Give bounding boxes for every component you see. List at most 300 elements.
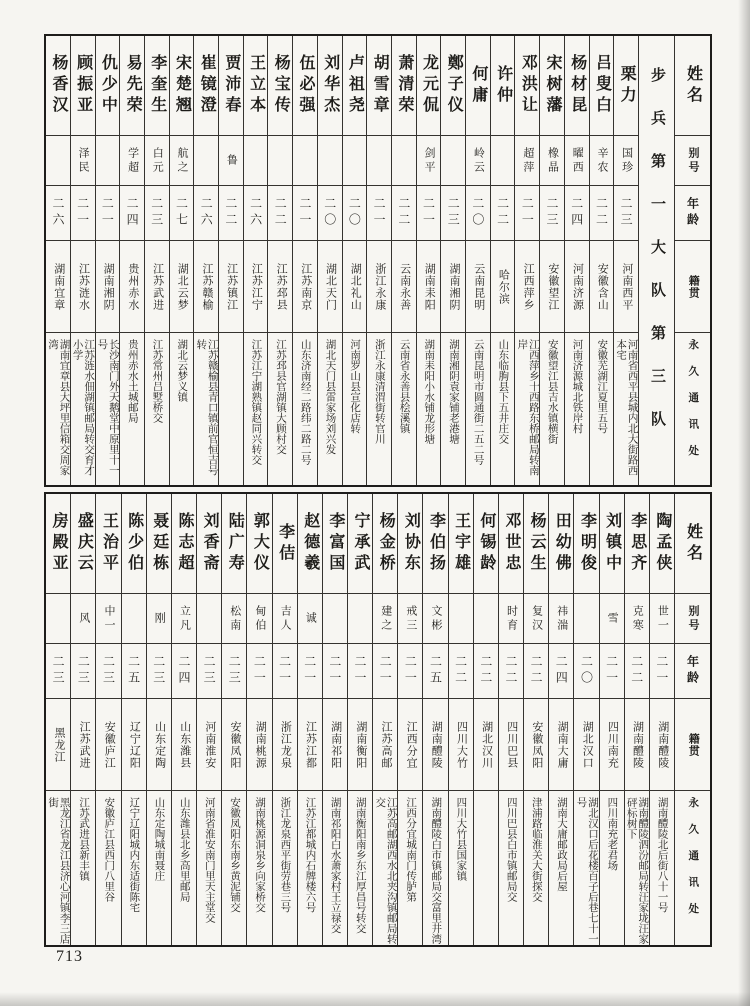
header-age-label: 年龄 [685, 197, 700, 229]
entry-native-place-text: 河南济源 [571, 262, 584, 311]
roster-column [121, 494, 146, 945]
entry-age-text: 二二 [594, 197, 609, 229]
entry-age [600, 644, 624, 699]
roster-column [440, 36, 465, 485]
entry-native-place [590, 241, 614, 333]
entry-age-text: 二三 [202, 655, 217, 687]
unit-column [638, 36, 674, 485]
unit-label-cell [639, 36, 674, 485]
entry-name [574, 494, 598, 594]
entry-age [46, 186, 70, 241]
header-alias [675, 594, 710, 644]
entry-age [71, 644, 95, 699]
header-age-label: 年龄 [685, 655, 700, 687]
entry-native-place [614, 241, 638, 333]
roster-column [539, 36, 564, 485]
entry-address [170, 333, 194, 485]
roster-column [119, 36, 144, 485]
entry-age [197, 644, 221, 699]
entry-address [268, 333, 292, 485]
entry-native-place [318, 241, 342, 333]
entry-alias [172, 594, 196, 644]
entry-alias-text: 橡晶 [546, 146, 559, 175]
header-name-label: 姓名 [684, 64, 702, 107]
entry-address-text: 河南省西平县城内北大街路西本宅 [615, 339, 638, 476]
entry-native-place [222, 699, 246, 791]
entry-address [194, 333, 218, 485]
roster-column [342, 36, 367, 485]
entry-age-text: 二四 [125, 197, 140, 229]
entry-name [392, 36, 416, 136]
entry-age [46, 644, 70, 699]
entry-alias [441, 136, 465, 186]
roster-column [218, 36, 243, 485]
roster-column [95, 494, 120, 945]
entry-native-place [367, 241, 391, 333]
entry-alias-text: 鲁 [225, 153, 238, 168]
entry-address [373, 791, 397, 945]
entry-native-place-text: 湖南醴陵 [430, 720, 443, 769]
entry-alias [392, 136, 416, 186]
header-name [675, 494, 710, 594]
entry-name-text: 盛庆云 [75, 512, 93, 575]
entry-name-text: 李奎生 [148, 54, 166, 117]
entry-address [46, 333, 70, 485]
entry-native-place [96, 241, 120, 333]
entry-name [120, 36, 144, 136]
entry-age-text: 二一 [100, 197, 115, 229]
entry-name [600, 494, 624, 594]
entry-name-text: 李伯扬 [427, 512, 445, 575]
entry-address [197, 791, 221, 945]
entry-name-text: 何庸 [469, 64, 487, 107]
entry-alias-text: 岭云 [472, 146, 485, 175]
entry-name [323, 494, 347, 594]
entry-address-text: 湖南醴陵白市镇邮局交富里井湾 [430, 797, 442, 944]
entry-age-text: 二二 [529, 655, 544, 687]
entry-native-place-text: 湖南湘阴 [102, 262, 115, 311]
entry-name-text: 栗力 [618, 64, 636, 107]
entry-name-text: 王宇雄 [452, 512, 470, 575]
entry-name-text: 崔镜澄 [198, 54, 216, 117]
entry-age [96, 644, 120, 699]
entry-alias [625, 594, 649, 644]
entry-address-text: 山东临朐县下五井庄交 [497, 339, 509, 444]
entry-native-place-text: 哈尔滨 [497, 268, 510, 305]
entry-name [318, 36, 342, 136]
entry-age-text: 二三 [227, 655, 242, 687]
entry-alias-text: 泽民 [77, 146, 90, 175]
entry-alias [194, 136, 218, 186]
entry-native-place-text: 浙江永康 [373, 262, 386, 311]
header-native-place [675, 241, 710, 333]
entry-native-place-text: 江苏江都 [304, 720, 317, 769]
entry-name-text: 萧清荣 [395, 54, 413, 117]
entry-age [650, 644, 674, 699]
entry-name-text: 杨云生 [528, 512, 546, 575]
entry-alias-text: 航之 [175, 146, 188, 175]
entry-name [398, 494, 422, 594]
entry-name-text: 杨香汉 [49, 54, 67, 117]
entry-address-text: 江苏邳县官湖镇大顾村交 [275, 339, 287, 455]
entry-age [614, 186, 638, 241]
roster-column [221, 494, 246, 945]
entry-age [268, 186, 292, 241]
entry-native-place-text: 江苏江宁 [250, 262, 263, 311]
entry-name-text: 杨材昆 [568, 54, 586, 117]
entry-address-text: 安徽庐江县西门八里谷 [103, 797, 115, 902]
entry-age-text: 二六 [50, 197, 65, 229]
entry-age-text: 二四 [554, 655, 569, 687]
entry-name [247, 494, 271, 594]
entry-address [247, 791, 271, 945]
entry-address [549, 791, 573, 945]
entry-alias-text: 世一 [656, 604, 669, 633]
roster-column [422, 494, 447, 945]
entry-name-text: 贾沛春 [222, 54, 240, 117]
entry-name-text: 宋楚翘 [173, 54, 191, 117]
entry-name [491, 36, 515, 136]
entry-native-place [96, 699, 120, 791]
roster-table-bottom [44, 492, 712, 947]
header-address [675, 791, 710, 945]
entry-age-text: 二〇 [579, 655, 594, 687]
entry-native-place-text: 湖南宜章 [52, 262, 65, 311]
entry-age [491, 186, 515, 241]
entry-address [466, 333, 490, 485]
entry-alias [650, 594, 674, 644]
entry-native-place-text: 河南淮安 [203, 720, 216, 769]
entry-address-text: 湖北天门县雷家场刘兴发 [324, 339, 336, 455]
entry-age-text: 二〇 [470, 197, 485, 229]
entry-native-place-text: 安徽庐江 [103, 720, 116, 769]
entry-address-text: 浙江永康清渭街转官川 [373, 339, 385, 444]
entry-address-text: 四川巴县白市镇邮局交 [505, 797, 517, 902]
entry-address [46, 791, 70, 945]
entry-native-place [392, 241, 416, 333]
entry-alias [343, 136, 367, 186]
entry-age-text: 二三 [619, 197, 634, 229]
entry-name [540, 36, 564, 136]
entry-name-text: 顾振亚 [74, 54, 92, 117]
entry-address [417, 333, 441, 485]
entry-age [540, 186, 564, 241]
entry-alias [466, 136, 490, 186]
entry-native-place-text: 四川南充 [606, 720, 619, 769]
entry-alias [423, 594, 447, 644]
entry-address [219, 333, 243, 485]
entry-native-place [323, 699, 347, 791]
entry-native-place [540, 241, 564, 333]
roster-column [146, 494, 171, 945]
entry-native-place [549, 699, 573, 791]
entry-name [46, 494, 70, 594]
entry-name-text: 田幼佛 [553, 512, 571, 575]
entry-name-text: 伍必强 [297, 54, 314, 117]
entry-address-text: 湖南耒阳小水铺龙形塘 [423, 339, 435, 444]
entry-native-place [423, 699, 447, 791]
entry-address-text: 江苏江都城内石牌楼六号 [304, 797, 316, 913]
entry-native-place [273, 699, 297, 791]
entry-native-place [491, 241, 515, 333]
entry-age-text: 二五 [126, 655, 141, 687]
entry-address-text: 山东定陶城南聂庄 [153, 797, 165, 881]
entry-alias-text: 白元 [151, 146, 164, 175]
entry-name [147, 494, 171, 594]
entry-age-text: 二一 [654, 655, 669, 687]
roster-column [490, 36, 515, 485]
entry-alias [491, 136, 515, 186]
entry-address [574, 791, 598, 945]
entry-address [147, 791, 171, 945]
entry-age [423, 644, 447, 699]
entry-address [172, 791, 196, 945]
entry-alias [367, 136, 391, 186]
entry-alias [273, 594, 297, 644]
entry-alias-text: 风 [77, 611, 90, 626]
entry-name [145, 36, 169, 136]
entry-address [273, 791, 297, 945]
entry-age [499, 644, 523, 699]
entry-address [298, 791, 322, 945]
entry-age [247, 644, 271, 699]
entry-name [348, 494, 372, 594]
entry-age-text: 二三 [545, 197, 560, 229]
entry-name-text: 李富国 [326, 512, 344, 575]
entry-native-place-text: 云南昆明 [472, 262, 485, 311]
entry-age [625, 644, 649, 699]
entry-name-text: 卢祖尧 [346, 54, 364, 117]
entry-address [96, 333, 120, 485]
entry-age-text: 二二 [396, 197, 411, 229]
roster-column [246, 494, 271, 945]
entry-address [122, 791, 146, 945]
entry-name-text: 杨宝传 [272, 54, 290, 117]
entry-age [549, 644, 573, 699]
entry-native-place-text: 安徽凤阳 [530, 720, 543, 769]
entry-age [466, 186, 490, 241]
entry-alias-text: 吉人 [279, 604, 292, 633]
entry-alias [197, 594, 221, 644]
entry-native-place-text: 江苏南京 [299, 262, 312, 311]
entry-age-text: 二三 [101, 655, 116, 687]
entry-alias [268, 136, 292, 186]
entry-address [71, 333, 95, 485]
entry-address-text: 四川大竹县国家镇 [455, 797, 467, 881]
entry-alias-text: 甸伯 [253, 604, 266, 633]
entry-age [318, 186, 342, 241]
entry-name [46, 36, 70, 136]
entry-address-text: 安徽芜湖江夏里五号 [596, 339, 608, 434]
entry-name [373, 494, 397, 594]
entry-age [574, 644, 598, 699]
entry-native-place [219, 241, 243, 333]
entry-native-place-text: 四川大竹 [455, 720, 468, 769]
entry-native-place [625, 699, 649, 791]
roster-column [514, 36, 539, 485]
entry-address [423, 791, 447, 945]
entry-alias-text: 文彬 [430, 604, 443, 633]
entry-name-text: 陈志超 [175, 512, 193, 575]
header-alias [675, 136, 710, 186]
roster-column [267, 36, 292, 485]
entry-name-text: 王立本 [247, 54, 265, 117]
entry-alias [524, 594, 548, 644]
entry-age-text: 二一 [252, 655, 267, 687]
entry-address-text: 山东潍县北乡高里邮局 [178, 797, 190, 902]
entry-address [318, 333, 342, 485]
entry-address [474, 791, 498, 945]
entry-name-text: 吕叟白 [593, 54, 611, 117]
entry-age [398, 644, 422, 699]
entry-age [323, 644, 347, 699]
roster-column [144, 36, 169, 485]
entry-name [71, 494, 95, 594]
entry-name [96, 494, 120, 594]
roster-column [196, 494, 221, 945]
entry-age [565, 186, 589, 241]
entry-native-place [398, 699, 422, 791]
entry-name [122, 494, 146, 594]
entry-name-text: 李佶 [276, 522, 294, 565]
entry-address [515, 333, 539, 485]
header-address [675, 333, 710, 485]
roster-column [297, 494, 322, 945]
entry-native-place-text: 安徽凤阳 [229, 720, 242, 769]
entry-name-text: 仇少中 [99, 54, 117, 117]
entry-native-place-text: 江苏涟水 [77, 262, 90, 311]
entry-native-place [298, 699, 322, 791]
entry-name-text: 胡雪章 [371, 54, 389, 117]
entry-native-place-text: 江西分宜 [405, 720, 418, 769]
entry-name-text: 鄭子仪 [445, 54, 463, 117]
roster-column [292, 36, 317, 485]
header-native-place-label: 籍贯 [687, 274, 700, 299]
unit-label: 步兵第一大队第三队 [649, 67, 665, 454]
header-column [674, 36, 710, 485]
entry-alias [474, 594, 498, 644]
header-age [675, 644, 710, 699]
entry-name-text: 刘协东 [402, 512, 420, 575]
entry-address-text: 河南省淮安南门里天主堂交 [203, 797, 215, 923]
entry-age-text: 二一 [604, 655, 619, 687]
entry-age-text: 二五 [428, 655, 443, 687]
entry-age [298, 644, 322, 699]
entry-address-text: 湖南桃源洞泉乡向家桥交 [254, 797, 266, 913]
entry-name [273, 494, 297, 594]
entry-name [170, 36, 194, 136]
entry-address-text: 江西萍乡十西路东桥邮局转南岸 [516, 339, 539, 476]
entry-alias [219, 136, 243, 186]
entry-native-place-text: 湖南桃源 [254, 720, 267, 769]
entry-native-place-text: 四川巴县 [505, 720, 518, 769]
entry-address-text: 江西分宜城南门传胪第 [405, 797, 417, 902]
entry-address [524, 791, 548, 945]
entry-age [441, 186, 465, 241]
entry-age [71, 186, 95, 241]
entry-native-place [565, 241, 589, 333]
entry-age [172, 644, 196, 699]
entry-name [367, 36, 391, 136]
entry-alias-text: 克寒 [631, 604, 644, 633]
entry-address [392, 333, 416, 485]
entry-name [441, 36, 465, 136]
entry-age [273, 644, 297, 699]
entry-alias [145, 136, 169, 186]
entry-native-place-text: 辽宁辽阳 [128, 720, 141, 769]
entry-alias [540, 136, 564, 186]
entry-alias [147, 594, 171, 644]
entry-address-text: 贵州赤水土城邮局 [126, 339, 138, 423]
entry-address [120, 333, 144, 485]
entry-address [398, 791, 422, 945]
entry-address-text: 江苏常州吕墅桥交 [151, 339, 163, 423]
header-name [675, 36, 710, 136]
entry-native-place-text: 湖北天门 [324, 262, 337, 311]
entry-alias-text: 超萍 [521, 146, 534, 175]
entry-name [298, 494, 322, 594]
roster-table-top [44, 34, 712, 487]
entry-age [170, 186, 194, 241]
entry-age-text: 二三 [51, 655, 66, 687]
entry-address-text: 江苏武进县新丰镇 [78, 797, 90, 881]
entry-address-text: 湖南宜章县大坪里信箱交周家湾 [46, 339, 70, 476]
entry-native-place [268, 241, 292, 333]
entry-native-place [244, 241, 268, 333]
entry-address [343, 333, 367, 485]
entry-age [515, 186, 539, 241]
roster-column [272, 494, 297, 945]
entry-name-text: 王治平 [100, 512, 118, 575]
entry-name-text: 何锡龄 [477, 512, 495, 575]
entry-address-text: 云南昆明市圆通街二五二号 [472, 339, 484, 465]
entry-native-place-text: 安徽含山 [596, 262, 609, 311]
entry-native-place [650, 699, 674, 791]
entry-address-text: 湖南祁阳白水萧家村王立禄交 [329, 797, 341, 934]
entry-age [348, 644, 372, 699]
entry-name-text: 邓世忠 [502, 512, 520, 575]
entry-age-text: 二三 [151, 655, 166, 687]
entry-alias [71, 594, 95, 644]
entry-name [549, 494, 573, 594]
entry-age-text: 二二 [453, 655, 468, 687]
entry-age-text: 二一 [372, 197, 387, 229]
entry-age [392, 186, 416, 241]
entry-native-place [71, 241, 95, 333]
entry-name [614, 36, 638, 136]
entry-name [293, 36, 317, 136]
entry-name [515, 36, 539, 136]
entry-native-place [147, 699, 171, 791]
roster-column [317, 36, 342, 485]
entry-address-text: 江苏涟水佃湖镇邮局转交育才小学 [71, 339, 95, 476]
entry-age [145, 186, 169, 241]
entry-alias-text: 辛农 [595, 146, 608, 175]
header-alias-label: 别号 [687, 146, 699, 175]
entry-alias [298, 594, 322, 644]
entry-alias [247, 594, 271, 644]
entry-age [122, 644, 146, 699]
entry-age [96, 186, 120, 241]
entry-name-text: 刘华杰 [321, 54, 339, 117]
entry-name [417, 36, 441, 136]
entry-name-text: 陆广寿 [226, 512, 244, 575]
entry-alias-text: 刚 [153, 611, 166, 626]
entry-native-place-text: 江苏武进 [78, 720, 91, 769]
entry-native-place [474, 699, 498, 791]
entry-age [293, 186, 317, 241]
entry-alias-text: 祎湍 [555, 604, 568, 633]
